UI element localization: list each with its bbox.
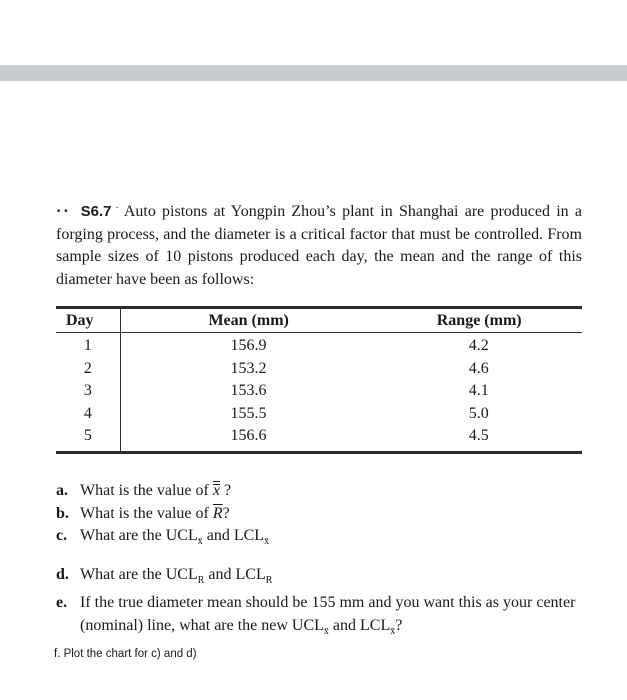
question-label: d. <box>56 565 69 583</box>
subscript-r: R <box>265 574 273 586</box>
table-row <box>56 333 582 358</box>
cell-day: 1 <box>56 333 120 358</box>
header-day: Day <box>56 309 120 332</box>
problem-text: Auto pistons at Yongpin Zhou’s plant in Shanghai are produced in a forging process, and the diameter is a critical factor that must be controlled. From sample sizes of 10 pistons produced each day, the mean and the range of this diameter have been as follows: <box>56 203 582 288</box>
cell-day: 4 <box>56 403 120 426</box>
subscript-r: R <box>197 574 205 586</box>
subscript-x-bar: x̄ <box>197 536 203 548</box>
cell-mean: 156.6 <box>230 427 267 445</box>
question-text: What are the UCL <box>80 565 198 583</box>
header-mean: Mean (mm) <box>208 311 289 329</box>
question-label: b. <box>56 504 69 522</box>
table-row <box>56 403 582 426</box>
cell-day: 5 <box>56 425 120 451</box>
question-a <box>56 480 596 503</box>
x-double-bar-symbol: x <box>213 480 220 503</box>
subscript-x-bar: x̄ <box>264 536 270 548</box>
question-d <box>56 564 596 593</box>
question-text: ? <box>219 482 232 499</box>
table-header-row <box>56 309 582 332</box>
question-c <box>56 525 596 554</box>
question-label: e. <box>56 594 68 612</box>
question-text: What are the UCL <box>80 527 198 544</box>
question-text: and LCL <box>204 565 266 583</box>
question-e <box>56 592 596 643</box>
question-list <box>56 480 596 662</box>
question-label: a. <box>56 482 68 499</box>
question-b <box>56 503 596 526</box>
cell-day: 3 <box>56 380 120 403</box>
question-text: ? <box>395 616 403 634</box>
question-f: f. Plot the chart for c) and d) <box>54 647 197 660</box>
cell-mean: 153.2 <box>230 359 267 377</box>
subscript-x-bar: x̄ <box>390 626 396 638</box>
table-bottom-rule <box>56 451 582 454</box>
header-range: Range (mm) <box>436 311 522 329</box>
cell-range: 4.5 <box>468 427 489 445</box>
question-text: and LCL <box>202 527 265 544</box>
problem-mark: · <box>115 203 119 214</box>
cell-range: 5.0 <box>468 404 489 422</box>
cell-range: 4.6 <box>468 359 489 377</box>
question-text: and LCL <box>328 616 391 634</box>
r-bar-symbol: $\overline{R}$ <box>212 504 223 522</box>
problem-statement <box>56 198 582 291</box>
table-row <box>56 358 582 381</box>
question-text: ? <box>222 504 230 522</box>
question-label: c. <box>56 527 68 544</box>
cell-day: 2 <box>56 358 120 381</box>
difficulty-dots: •• <box>56 207 71 217</box>
data-table <box>56 306 582 454</box>
question-text: What is the value of <box>80 482 213 499</box>
cell-mean: 155.5 <box>230 404 267 422</box>
table-row <box>56 425 582 451</box>
cell-range: 4.2 <box>468 337 489 355</box>
table-row <box>56 380 582 403</box>
subscript-x-bar: x̄ <box>323 626 329 638</box>
cell-range: 4.1 <box>468 382 489 400</box>
cell-mean: 156.9 <box>230 337 267 355</box>
question-text: If the true diameter mean should be 155 mm and you want this as your center (nominal) line, what are the new UCL <box>80 594 576 634</box>
problem-number: S6.7 <box>80 203 112 220</box>
question-text: What is the value of <box>80 504 213 522</box>
cell-mean: 153.6 <box>230 382 267 400</box>
top-banner-bar <box>0 65 627 81</box>
